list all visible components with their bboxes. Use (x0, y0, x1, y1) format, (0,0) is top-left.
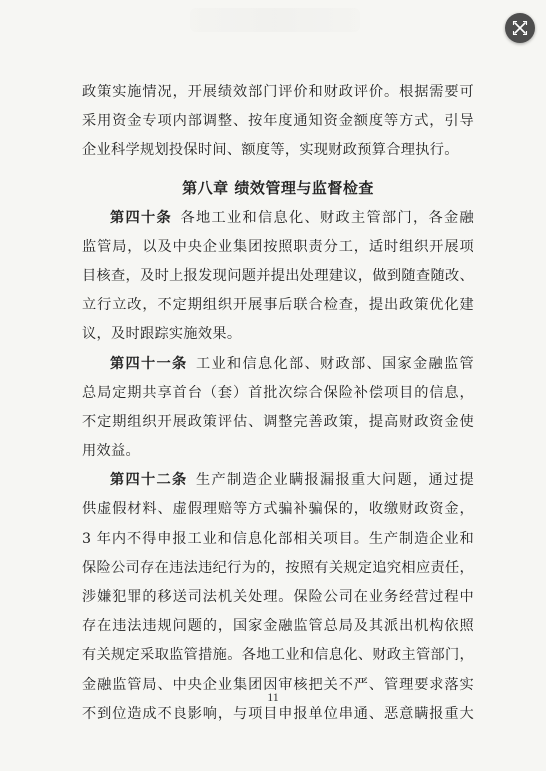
article-label: 第四十条 (110, 209, 173, 226)
text-line: 3 年内不得申报工业和信息化部相关项目。生产制造企业和 (82, 530, 474, 547)
text-line: 议，及时跟踪实施效果。 (82, 326, 242, 343)
article-41 (82, 350, 474, 467)
text-line: 涉嫌犯罪的移送司法机关处理。保险公司在业务经营过程中 (82, 589, 474, 605)
text-line: 不到位造成不良影响，与项目申报单位串通、恶意瞒报重大 (82, 705, 474, 722)
chapter-title: 第八章 绩效管理与监督检查 (182, 178, 374, 197)
text-line: 供虚假材料、虚假理赔等方式骗补骗保的，收缴财政资金， (82, 501, 474, 518)
text-line: 采用资金专项内部调整、按年度通知资金额度等方式，引导 (82, 113, 474, 130)
text-line: 政策实施情况，开展绩效部门评价和财政评价。根据需要可 (82, 84, 474, 100)
text-line: 总局定期共享首台（套）首批次综合保险补偿项目的信息， (82, 384, 474, 401)
text-line: 金融监管局、中央企业集团因审核把关不严、管理要求落实 (82, 676, 474, 693)
text-line: 企业科学规划投保时间、额度等，实现财政预算合理执行。 (82, 142, 459, 159)
text-line: 立行立改，不定期组织开展事后联合检查，提出政策优化建 (82, 297, 474, 314)
close-button[interactable] (505, 13, 535, 43)
text-line: 不定期组织开展政策评估、调整完善政策，提高财政资金使 (82, 413, 474, 430)
article-first-line: 生产制造企业瞒报漏报重大问题，通过提 (194, 472, 474, 489)
text-line: 监管局，以及中央企业集团按照职责分工，适时组织开展项 (82, 238, 474, 255)
page-number: 11 (267, 690, 279, 704)
text-line (82, 466, 474, 495)
faded-header (190, 8, 360, 32)
text-line: 目核查，及时上报发现问题并提出处理建议，做到随查随改、 (82, 267, 474, 284)
document-body (82, 78, 474, 729)
text-line (82, 350, 474, 379)
article-40 (82, 204, 474, 350)
text-line: 保险公司存在违法违纪行为的，按照有关规定追究相应责任， (82, 559, 474, 576)
article-label: 第四十二条 (110, 472, 188, 489)
article-first-line: 工业和信息化部、财政部、国家金融监管 (194, 355, 474, 372)
text-line: 有关规定采取监管措施。各地工业和信息化、财政主管部门， (82, 647, 474, 664)
article-first-line: 各地工业和信息化、财政主管部门，各金融 (179, 209, 474, 226)
article-label: 第四十一条 (110, 355, 188, 372)
paragraph-top (82, 78, 474, 166)
text-line: 用效益。 (82, 443, 140, 460)
text-line: 存在违法违规问题的，国家金融监管总局及其派出机构依照 (82, 618, 474, 635)
text-line (82, 204, 474, 233)
close-icon (512, 20, 528, 36)
